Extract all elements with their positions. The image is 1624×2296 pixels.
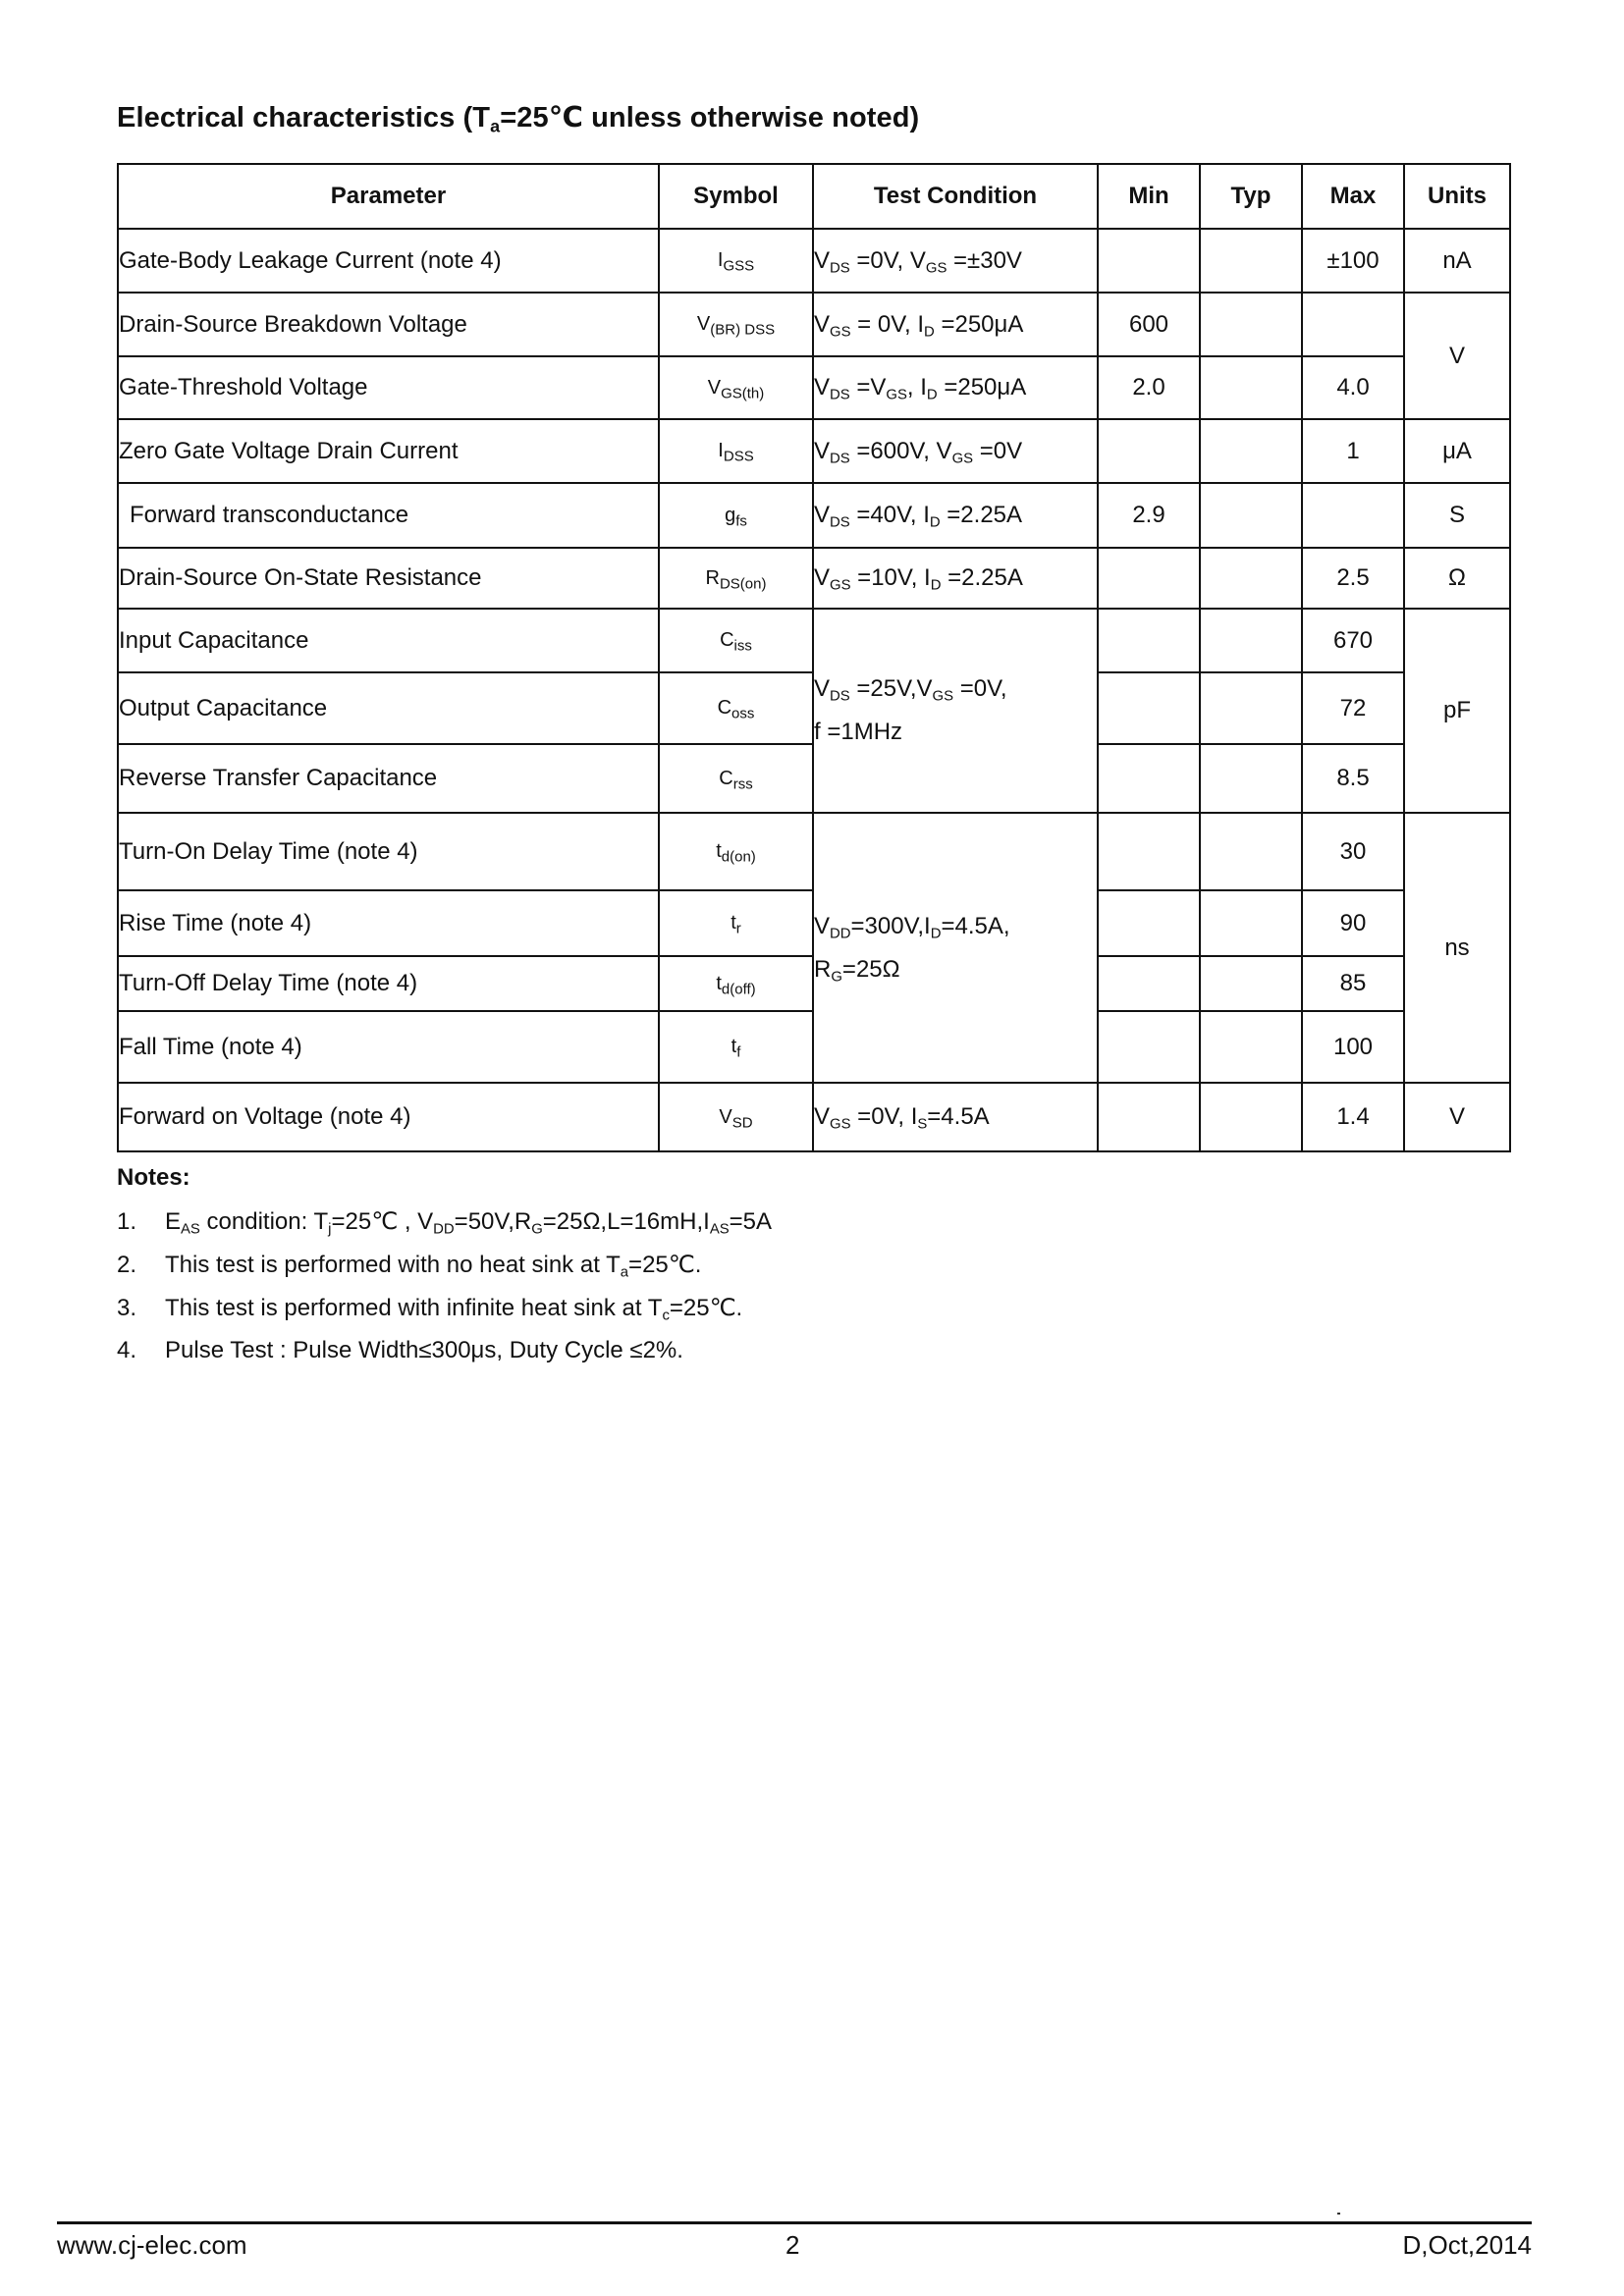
symbol-cell: $R_{DS(on)}$ <box>659 548 813 609</box>
condition-cell: $V_{GS} = 0V$, $I_D =250\mu A$ <box>813 293 1098 356</box>
unit-cell: μA <box>1404 419 1510 483</box>
min-cell <box>1098 890 1200 956</box>
footer-page-number: 2 <box>785 2230 800 2260</box>
notes-title: Notes: <box>117 1164 190 1191</box>
param-cell: Fall Time (note 4) <box>118 1011 659 1083</box>
footer-mark <box>1337 2213 1340 2215</box>
param-cell: Input Capacitance <box>118 609 659 672</box>
header-max: Max <box>1302 164 1404 229</box>
table-row <box>118 483 1510 548</box>
condition-cell: $V_{GS} =0V$, $I_S=4.5A$ <box>813 1083 1098 1151</box>
min-cell <box>1098 956 1200 1011</box>
max-cell: 90 <box>1302 890 1404 956</box>
header-units: Units <box>1404 164 1510 229</box>
param-cell: Output Capacitance <box>118 672 659 744</box>
unit-cell: nA <box>1404 229 1510 293</box>
min-cell <box>1098 609 1200 672</box>
header-test-condition: Test Condition <box>813 164 1098 229</box>
footer-divider <box>57 2221 1532 2224</box>
param-cell: Forward on Voltage (note 4) <box>118 1083 659 1151</box>
min-cell: 600 <box>1098 293 1200 356</box>
min-cell <box>1098 229 1200 293</box>
table-row <box>118 356 1510 419</box>
table-row <box>118 813 1510 890</box>
table-row <box>118 548 1510 609</box>
param-cell: Rise Time (note 4) <box>118 890 659 956</box>
min-cell <box>1098 548 1200 609</box>
symbol-cell: $t_f$ <box>659 1011 813 1083</box>
header-symbol: Symbol <box>659 164 813 229</box>
param-cell: Turn-Off Delay Time (note 4) <box>118 956 659 1011</box>
param-cell: Zero Gate Voltage Drain Current <box>118 419 659 483</box>
typ-cell <box>1200 672 1302 744</box>
param-cell: Turn-On Delay Time (note 4) <box>118 813 659 890</box>
note-item: 3. This test is performed with infinite heat sink at $T_c=25℃$. <box>117 1295 743 1324</box>
min-cell <box>1098 672 1200 744</box>
typ-cell <box>1200 609 1302 672</box>
section-heading: Electrical characteristics ($T_a=25℃$ unless otherwise noted) <box>117 102 920 136</box>
unit-cell: ns <box>1404 813 1510 1083</box>
param-cell: Drain-Source Breakdown Voltage <box>118 293 659 356</box>
unit-cell: Ω <box>1404 548 1510 609</box>
symbol-cell: $I_{GSS}$ <box>659 229 813 293</box>
min-cell <box>1098 813 1200 890</box>
max-cell <box>1302 483 1404 548</box>
header-min: Min <box>1098 164 1200 229</box>
typ-cell <box>1200 956 1302 1011</box>
max-cell: 1 <box>1302 419 1404 483</box>
header-parameter: Parameter <box>118 164 659 229</box>
unit-cell: S <box>1404 483 1510 548</box>
typ-cell <box>1200 548 1302 609</box>
typ-cell <box>1200 890 1302 956</box>
symbol-cell: $V_{(BR) DSS}$ <box>659 293 813 356</box>
note-item: 2. This test is performed with no heat sink at $T_a=25℃$. <box>117 1252 702 1281</box>
min-cell <box>1098 1011 1200 1083</box>
note-item: 4. Pulse Test : Pulse Width≤300μs, Duty Cycle ≤2%. <box>117 1337 683 1363</box>
min-cell <box>1098 744 1200 813</box>
table-row <box>118 293 1510 356</box>
table-row <box>118 229 1510 293</box>
footer-revision: D,Oct,2014 <box>1402 2230 1532 2260</box>
max-cell: 30 <box>1302 813 1404 890</box>
max-cell: 100 <box>1302 1011 1404 1083</box>
typ-cell <box>1200 1011 1302 1083</box>
condition-cell: $V_{DS} =V_{GS}$, $I_D =250\mu A$ <box>813 356 1098 419</box>
typ-cell <box>1200 229 1302 293</box>
param-cell: Forward transconductance <box>118 483 659 548</box>
param-cell: Drain-Source On-State Resistance <box>118 548 659 609</box>
symbol-cell: $t_{d(off)}$ <box>659 956 813 1011</box>
symbol-cell: $C_{oss}$ <box>659 672 813 744</box>
typ-cell <box>1200 1083 1302 1151</box>
condition-cell: $V_{DS} =600V$, $V_{GS} =0V$ <box>813 419 1098 483</box>
symbol-cell: $V_{GS(th)}$ <box>659 356 813 419</box>
max-cell: ±100 <box>1302 229 1404 293</box>
max-cell: 85 <box>1302 956 1404 1011</box>
min-cell <box>1098 419 1200 483</box>
typ-cell <box>1200 813 1302 890</box>
min-cell: 2.0 <box>1098 356 1200 419</box>
typ-cell <box>1200 293 1302 356</box>
unit-cell: V <box>1404 1083 1510 1151</box>
max-cell: 1.4 <box>1302 1083 1404 1151</box>
typ-cell <box>1200 483 1302 548</box>
max-cell <box>1302 293 1404 356</box>
max-cell: 2.5 <box>1302 548 1404 609</box>
param-cell: Gate-Body Leakage Current (note 4) <box>118 229 659 293</box>
symbol-cell: $C_{iss}$ <box>659 609 813 672</box>
min-cell: 2.9 <box>1098 483 1200 548</box>
header-typ: Typ <box>1200 164 1302 229</box>
symbol-cell: $I_{DSS}$ <box>659 419 813 483</box>
condition-cell: $V_{GS} =10V$, $I_D =2.25A$ <box>813 548 1098 609</box>
table-row <box>118 609 1510 672</box>
symbol-cell: $t_r$ <box>659 890 813 956</box>
min-cell <box>1098 1083 1200 1151</box>
param-cell: Reverse Transfer Capacitance <box>118 744 659 813</box>
unit-cell: pF <box>1404 609 1510 813</box>
param-cell: Gate-Threshold Voltage <box>118 356 659 419</box>
condition-cell: $V_{DS} =40V$, $I_D =2.25A$ <box>813 483 1098 548</box>
symbol-cell: $C_{rss}$ <box>659 744 813 813</box>
max-cell: 8.5 <box>1302 744 1404 813</box>
footer-website: www.cj-elec.com <box>57 2230 247 2260</box>
symbol-cell: $g_{fs}$ <box>659 483 813 548</box>
note-item: 1. $E_{AS}$ condition: $T_j=25℃$ , $V_{DD}=50V,R_G=25\Omega,L=16mH,I_{AS}=5A$ <box>117 1208 773 1238</box>
max-cell: 4.0 <box>1302 356 1404 419</box>
table-row <box>118 419 1510 483</box>
unit-cell: V <box>1404 293 1510 419</box>
symbol-cell: $t_{d(on)}$ <box>659 813 813 890</box>
max-cell: 670 <box>1302 609 1404 672</box>
table-row <box>118 1083 1510 1151</box>
typ-cell <box>1200 419 1302 483</box>
electrical-characteristics-table <box>117 163 1511 1152</box>
symbol-cell: $V_{SD}$ <box>659 1083 813 1151</box>
condition-cell: $V_{DS} =25V,V_{GS} =0V$, f =1MHz <box>813 609 1098 813</box>
typ-cell <box>1200 744 1302 813</box>
condition-cell: $V_{DD}=300V,I_D=4.5A$, $R_G=25\Omega$ <box>813 813 1098 1083</box>
typ-cell <box>1200 356 1302 419</box>
condition-cell: $V_{DS} =0V$, $V_{GS} =\pm 30V$ <box>813 229 1098 293</box>
max-cell: 72 <box>1302 672 1404 744</box>
table-header-row <box>118 164 1510 229</box>
